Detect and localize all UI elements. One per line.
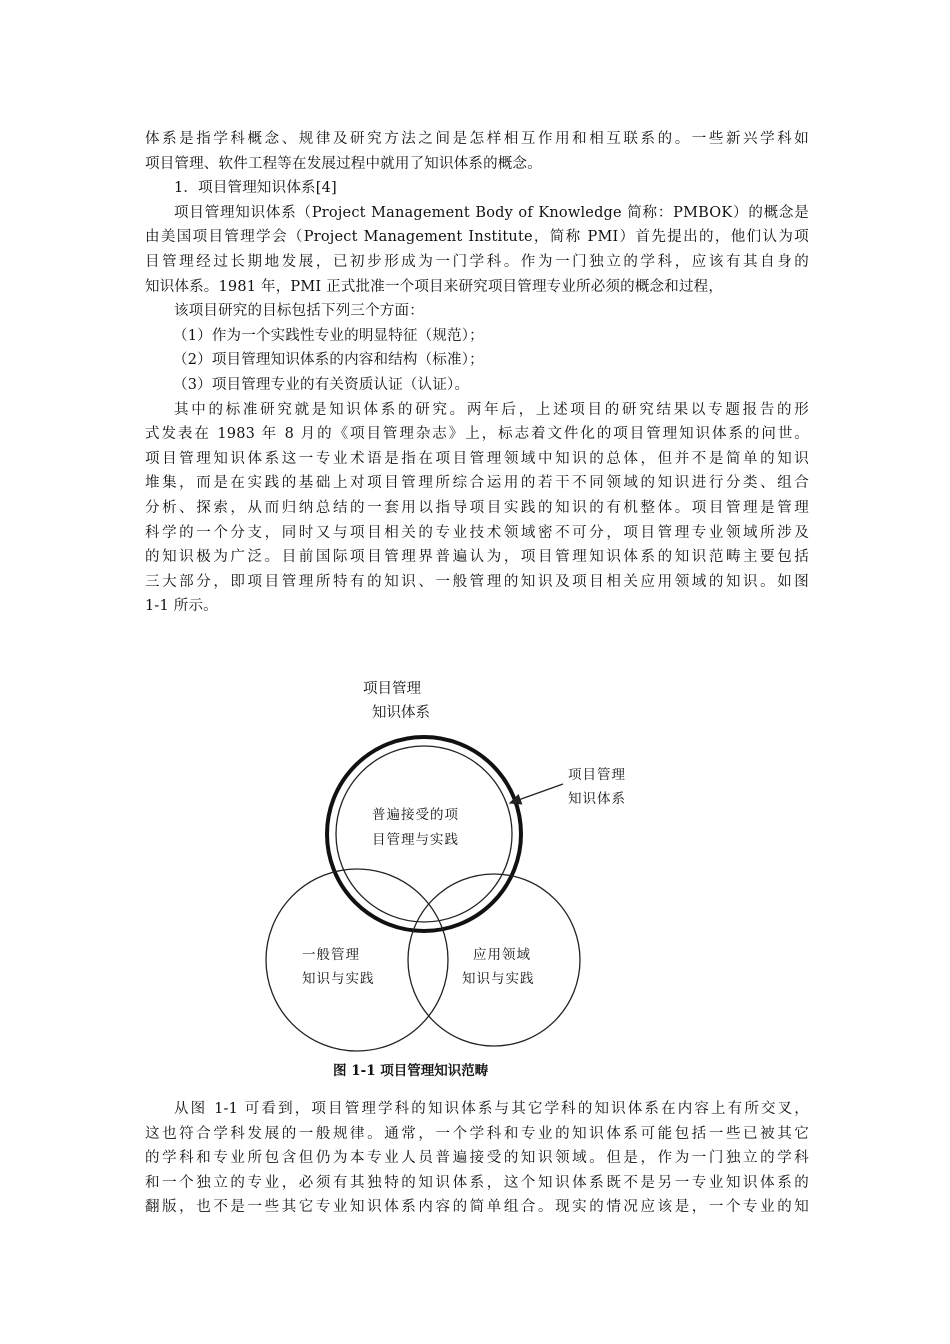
text-line: 式发表在 1983 年 8 月的《项目管理杂志》上，标志着文件化的项目管理知识体系的问世。: [145, 426, 809, 443]
text-line: 1-1 所示。: [145, 598, 218, 615]
top-circle-label-line1: 普遍接受的项: [372, 807, 459, 823]
right-circle-label: [473, 943, 531, 963]
top-circle-label: [372, 828, 459, 848]
figure-top-label-line2: 知识体系: [372, 705, 430, 721]
text-line: （1）作为一个实践性专业的明显特征（规范）；: [173, 327, 484, 344]
text-line: 体系是指学科概念、规律及研究方法之间是怎样相互作用和相互联系的。一些新兴学科如: [145, 131, 809, 147]
text-line: 这也符合学科发展的一般规律。通常，一个学科和专业的知识体系可能包括一些已被其它: [145, 1125, 809, 1142]
pointer-label-line2: 知识体系: [568, 791, 626, 807]
figure-top-label-line1: 项目管理: [363, 681, 421, 697]
paragraph: [145, 1097, 809, 1220]
figure-caption: [333, 1059, 488, 1079]
right-circle-label-line1: 应用领域: [473, 947, 531, 963]
text-line: 分析、探索，从而归纳总结的一套用以指导项目实践的知识的有机整体。项目管理是管理: [145, 499, 809, 516]
general-management-circle: [266, 869, 448, 1051]
left-circle-label: [302, 967, 375, 987]
body-text-bottom: [145, 1097, 809, 1220]
list-item: [145, 373, 809, 398]
left-circle-label-line2: 知识与实践: [302, 971, 375, 987]
pm-knowledge-outer-circle: [327, 737, 521, 931]
text-line: 从图 1-1 可看到，项目管理学科的知识体系与其它学科的知识体系在内容上有所交叉，: [174, 1101, 809, 1117]
pm-knowledge-inner-circle: [336, 746, 512, 922]
text-line: 1．项目管理知识体系[4]: [174, 180, 337, 197]
figure-top-label: [363, 677, 421, 698]
pointer-arrow: [510, 784, 563, 803]
text-line: 项目管理知识体系（Project Management Body of Knowledge 简称：PMBOK）的概念是: [174, 204, 809, 221]
text-line: 的学科和专业所包含但仍为本专业人员普遍接受的知识领域。但是，作为一门独立的学科: [145, 1150, 809, 1167]
paragraph: [145, 299, 809, 324]
text-line: （2）项目管理知识体系的内容和结构（标准）；: [173, 352, 484, 369]
text-line: 由美国项目管理学会（Project Management Institute，简称 PMI）首先提出的，他们认为项: [145, 229, 809, 246]
left-circle-label-line1: 一般管理: [302, 947, 360, 963]
figure-caption-text: 图 1-1 项目管理知识范畴: [333, 1063, 489, 1079]
text-line: （3）项目管理专业的有关资质认证（认证）。: [173, 376, 470, 393]
text-line: 目管理经过长期地发展，已初步形成为一门学科。作为一门独立的学科，应该有其自身的: [145, 253, 809, 270]
section-heading: [145, 176, 809, 201]
text-line: 的知识极为广泛。目前国际项目管理界普遍认为，项目管理知识体系的知识范畴主要包括: [145, 549, 809, 566]
pointer-label: [568, 787, 626, 807]
text-line: 和一个独立的专业，必须有其独特的知识体系，这个知识体系既不是另一专业知识体系的: [145, 1174, 809, 1191]
text-line: 科学的一个分支，同时又与项目相关的专业技术领域密不可分，项目管理专业领域所涉及: [145, 524, 809, 541]
text-line: 堆集，而是在实践的基础上对项目管理所综合运用的若干不同领域的知识进行分类、组合: [145, 475, 809, 492]
text-line: 其中的标准研究就是知识体系的研究。两年后，上述项目的研究结果以专题报告的形: [174, 401, 809, 418]
list-item: [145, 348, 809, 373]
application-area-circle: [408, 874, 580, 1046]
text-line: 项目管理、软件工程等在发展过程中就用了知识体系的概念。: [145, 155, 542, 172]
paragraph: [145, 127, 809, 176]
text-line: 项目管理知识体系这一专业术语是指在项目管理领域中知识的总体，但并不是简单的知识: [145, 450, 809, 467]
pointer-label: [568, 763, 626, 783]
text-line: 该项目研究的目标包括下列三个方面：: [174, 303, 424, 320]
paragraph: [145, 201, 809, 299]
right-circle-label-line2: 知识与实践: [462, 971, 535, 987]
body-text-top: [145, 127, 809, 619]
pointer-label-line1: 项目管理: [568, 767, 626, 783]
top-circle-label-line2: 目管理与实践: [372, 832, 459, 848]
left-circle-label: [302, 943, 360, 963]
text-line: 知识体系。1981 年，PMI 正式批准一个项目来研究项目管理专业所必须的概念和过程，: [145, 278, 724, 295]
text-line: 三大部分，即项目管理所特有的知识、一般管理的知识及项目相关应用领域的知识。如图: [145, 573, 809, 590]
text-line: 翻版，也不是一些其它专业知识体系内容的简单组合。现实的情况应该是，一个专业的知: [145, 1199, 809, 1216]
paragraph: [145, 398, 809, 619]
figure-top-label: [372, 701, 430, 722]
right-circle-label: [462, 967, 535, 987]
list-item: [145, 324, 809, 349]
top-circle-label: [372, 803, 459, 823]
